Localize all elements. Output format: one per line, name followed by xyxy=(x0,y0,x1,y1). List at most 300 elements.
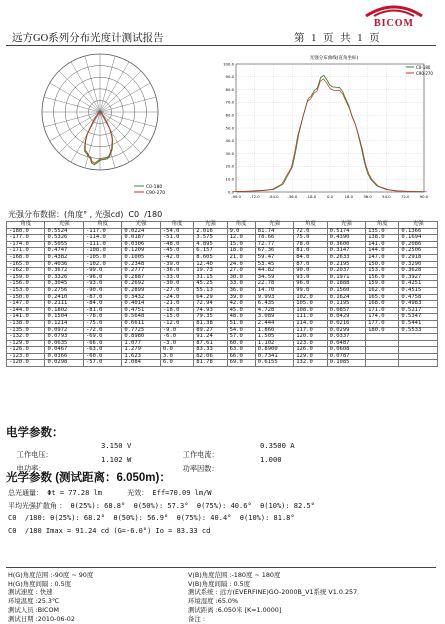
table-cell: 0.1209 xyxy=(122,248,160,255)
table-cell: 57.0 xyxy=(227,334,255,341)
table-cell xyxy=(399,353,438,360)
table-header-cell: 光强 xyxy=(45,222,83,229)
table-cell: -174.0 xyxy=(7,241,45,248)
table-cell: 0.3628 xyxy=(399,268,438,275)
table-cell: -180.0 xyxy=(7,228,45,235)
table-cell: 0.4983 xyxy=(399,301,438,308)
table-cell: 96.0 xyxy=(294,281,327,288)
table-cell: 36.0 xyxy=(227,287,255,294)
report-header xyxy=(6,30,436,44)
footer-remark: 备注 : xyxy=(188,614,205,623)
table-cell: -51.0 xyxy=(160,235,193,242)
table-cell: 0.5347 xyxy=(399,314,438,321)
table-row xyxy=(7,340,438,347)
table-cell xyxy=(366,334,399,341)
table-cell: 0.4515 xyxy=(399,287,438,294)
table-cell: 0.5326 xyxy=(45,235,83,242)
table-cell: 27.0 xyxy=(227,268,255,275)
table-cell: -99.0 xyxy=(83,268,121,275)
table-row xyxy=(7,320,438,327)
table-cell: 44.82 xyxy=(255,268,293,275)
table-cell: 15.0 xyxy=(227,241,255,248)
table-cell: 111.0 xyxy=(294,314,327,321)
table-cell: 0.5174 xyxy=(327,228,365,235)
table-cell: -156.0 xyxy=(7,281,45,288)
table-cell: 0.0467 xyxy=(45,347,83,354)
table-cell: 6.0 xyxy=(160,360,193,367)
table-cell: -129.0 xyxy=(7,340,45,347)
x-tick-label: -72.0 xyxy=(249,194,260,199)
table-header-cell: 光强 xyxy=(399,222,438,229)
table-row xyxy=(7,360,438,367)
table-cell: -15.0 xyxy=(160,314,193,321)
table-cell: 2.016 xyxy=(194,228,227,235)
table-cell: 54.0 xyxy=(227,327,255,334)
table-cell: 0.0429 xyxy=(327,314,365,321)
table-cell: 105.0 xyxy=(294,301,327,308)
table-cell: 0.4036 xyxy=(45,261,83,268)
table-cell: -33.0 xyxy=(160,274,193,281)
table-cell: 168.0 xyxy=(366,301,399,308)
brand-name: BICOM xyxy=(374,18,414,29)
footer-temperature: 环境温度 :25.3℃ xyxy=(8,597,60,606)
table-cell: 0.5217 xyxy=(399,307,438,314)
table-cell: 81.74 xyxy=(255,228,293,235)
table-cell: -63.0 xyxy=(83,347,121,354)
table-cell: -144.0 xyxy=(7,307,45,314)
table-cell: -102.0 xyxy=(83,261,121,268)
table-cell: 0.5055 xyxy=(45,241,83,248)
x-tick-label: 0.0 xyxy=(326,194,334,199)
table-cell: -9.0 xyxy=(160,327,193,334)
pf-value: 1.000 xyxy=(260,455,282,464)
table-cell: 0.2348 xyxy=(122,261,160,268)
table-header-cell: 角度 xyxy=(7,222,45,229)
table-cell: 0.3432 xyxy=(122,294,160,301)
table-cell: 31.15 xyxy=(194,274,227,281)
table-cell: 102.0 xyxy=(294,294,327,301)
table-cell: -132.0 xyxy=(7,334,45,341)
table-cell: 150.0 xyxy=(366,261,399,268)
table-cell: 2.444 xyxy=(255,320,293,327)
table-row xyxy=(7,327,438,334)
table-cell: 21.0 xyxy=(227,254,255,261)
polar-legend xyxy=(134,184,165,196)
table-cell: 63.0 xyxy=(227,347,255,354)
table-cell: 79.35 xyxy=(194,314,227,321)
table-cell: -162.0 xyxy=(7,268,45,275)
table-cell: -69.0 xyxy=(83,334,121,341)
table-header-cell: 光强 xyxy=(255,222,293,229)
table-cell: 123.0 xyxy=(294,340,327,347)
table-cell: 82.06 xyxy=(194,353,227,360)
table-cell: 0.2692 xyxy=(122,281,160,288)
table-cell: 132.0 xyxy=(294,360,327,367)
table-cell: -114.0 xyxy=(83,235,121,242)
table-cell: 34.59 xyxy=(255,274,293,281)
table-cell: 0.0972 xyxy=(45,327,83,334)
table-cell: 12.0 xyxy=(227,235,255,242)
table-cell: 0.3927 xyxy=(399,274,438,281)
table-cell: 30.0 xyxy=(227,274,255,281)
table-cell: 0.0487 xyxy=(327,340,365,347)
table-cell: -66.0 xyxy=(83,340,121,347)
table-cell: 0.8900 xyxy=(255,347,293,354)
table-cell: 78.0 xyxy=(294,241,327,248)
table-cell: 0.2918 xyxy=(399,254,438,261)
table-cell: -165.0 xyxy=(7,261,45,268)
table-cell: 69.0 xyxy=(227,360,255,367)
table-cell: 180.0 xyxy=(366,327,399,334)
beam-angle-row-1: 平均光强扩散角 ： θ(25%): 68.8° θ(50%): 57.3° θ(75%): 40.6° θ(10%): 82.5° xyxy=(8,502,315,510)
table-cell: 0.0187 xyxy=(122,235,160,242)
table-header-cell: 角度 xyxy=(83,222,121,229)
table-cell: 141.0 xyxy=(366,241,399,248)
table-cell: 0.2633 xyxy=(327,254,365,261)
table-cell: 48.0 xyxy=(227,314,255,321)
footer-h-range: H(G)角度范围 :-90度 ~ 90度 xyxy=(8,571,94,579)
table-cell: 6.157 xyxy=(194,248,227,255)
table-cell: -90.0 xyxy=(83,287,121,294)
table-cell: 55.13 xyxy=(194,287,227,294)
report-title: 远方GO系列分布光度计测试报告 xyxy=(12,33,164,44)
table-cell: 0.4251 xyxy=(399,281,438,288)
table-cell: 12.40 xyxy=(194,261,227,268)
table-cell: 0.2037 xyxy=(327,268,365,275)
y-tick-label: 80.0 xyxy=(225,86,234,92)
polar-series-c90 xyxy=(85,112,112,163)
table-cell: 72.94 xyxy=(194,301,227,308)
table-cell: 114.0 xyxy=(294,320,327,327)
table-header-cell: 角度 xyxy=(160,222,193,229)
table-cell: 93.0 xyxy=(294,274,327,281)
table-cell: -75.0 xyxy=(83,320,121,327)
table-row xyxy=(7,334,438,341)
table-cell: 0.1214 xyxy=(45,320,83,327)
table-cell: 53.45 xyxy=(255,261,293,268)
table-cell: -141.0 xyxy=(7,314,45,321)
table-cell: 91.24 xyxy=(194,334,227,341)
table-cell: 75.0 xyxy=(294,235,327,242)
table-cell: 0.0635 xyxy=(45,340,83,347)
table-cell: 64.29 xyxy=(194,294,227,301)
table-cell: -108.0 xyxy=(83,248,121,255)
linear-intensity-chart xyxy=(216,50,438,206)
table-cell: -24.0 xyxy=(160,294,193,301)
table-cell: 4.895 xyxy=(194,241,227,248)
y-tick-label: 40.0 xyxy=(225,138,234,144)
table-cell: -87.0 xyxy=(83,294,121,301)
x-tick-label: -90.0 xyxy=(231,194,241,199)
table-cell: -168.0 xyxy=(7,254,45,261)
table-cell: 0.0793 xyxy=(45,334,83,341)
table-cell: 0.3600 xyxy=(327,241,365,248)
table-caption: 光强分布数据：(角度° , 光强cd) C0 /180 xyxy=(8,210,163,219)
x-tick-label: -54.0 xyxy=(268,194,279,199)
linear-legend-c90: C90-270 xyxy=(416,71,433,76)
table-cell: 45.0 xyxy=(227,307,255,314)
table-header-cell: 光强 xyxy=(194,222,227,229)
table-cell: 117.0 xyxy=(294,327,327,334)
table-cell xyxy=(366,360,399,367)
x-tick-label: -36.0 xyxy=(287,194,298,199)
table-cell: 0.1504 xyxy=(45,314,83,321)
table-cell: 0.1005 xyxy=(122,254,160,261)
table-cell: 51.0 xyxy=(227,320,255,327)
table-cell: 1.279 xyxy=(122,347,160,354)
table-cell: -150.0 xyxy=(7,294,45,301)
table-cell: 3.089 xyxy=(255,314,293,321)
table-cell: -60.0 xyxy=(83,353,121,360)
table-cell: -96.0 xyxy=(83,274,121,281)
footer-system: 测试系统 : 远方(EVERFINE)GO-2000B_V1系统 V1.0.257 xyxy=(188,588,358,597)
table-cell: -57.0 xyxy=(83,360,121,367)
table-cell: -39.0 xyxy=(160,261,193,268)
table-row xyxy=(7,353,438,360)
linear-chart-title: 光强分布曲线(直角坐标) xyxy=(309,56,359,61)
intensity-data-table xyxy=(6,221,438,367)
x-tick-label: 18.0 xyxy=(344,194,354,199)
table-cell: 89.27 xyxy=(194,327,227,334)
table-cell: 0.1888 xyxy=(327,281,365,288)
y-tick-label: 30.0 xyxy=(225,150,234,156)
table-cell: 0.5648 xyxy=(122,314,160,321)
table-cell: 0.1624 xyxy=(327,294,365,301)
table-cell: 177.0 xyxy=(366,320,399,327)
table-cell: 84.0 xyxy=(294,254,327,261)
table-cell: 0.2506 xyxy=(399,248,438,255)
table-header-cell: 角度 xyxy=(366,222,399,229)
table-cell: 87.61 xyxy=(194,340,227,347)
table-cell: 108.0 xyxy=(294,307,327,314)
x-tick-label: 72.0 xyxy=(400,194,410,199)
table-cell: 45.25 xyxy=(194,281,227,288)
table-cell: 0.0787 xyxy=(327,353,365,360)
table-cell: -54.0 xyxy=(160,228,193,235)
linear-chart-legend xyxy=(406,65,433,76)
table-cell: 0.1802 xyxy=(45,307,83,314)
table-cell: -78.0 xyxy=(83,314,121,321)
table-cell: -111.0 xyxy=(83,241,121,248)
current-value: 0.3500 A xyxy=(260,441,295,450)
table-cell: 39.0 xyxy=(227,294,255,301)
y-tick-label: 0.0 xyxy=(227,189,234,195)
table-cell: 0.3290 xyxy=(399,261,438,268)
table-cell: 19.73 xyxy=(194,268,227,275)
table-cell: 0.7341 xyxy=(255,353,293,360)
table-cell: 0.3147 xyxy=(327,248,365,255)
table-cell: -3.0 xyxy=(160,340,193,347)
table-cell: 0.4758 xyxy=(399,294,438,301)
linear-legend-c0: C0-180 xyxy=(416,65,431,70)
header-divider xyxy=(6,45,436,46)
table-cell: 0.0299 xyxy=(327,327,365,334)
table-cell: 74.93 xyxy=(194,307,227,314)
table-cell: 0.3672 xyxy=(45,268,83,275)
power-label: 电功率： xyxy=(16,464,46,473)
table-cell: 165.0 xyxy=(366,294,399,301)
table-cell: 174.0 xyxy=(366,314,399,321)
table-cell: 0.3045 xyxy=(45,281,83,288)
y-tick-label: 90.0 xyxy=(225,74,234,80)
table-cell: -177.0 xyxy=(7,235,45,242)
table-cell: 0.3326 xyxy=(45,274,83,281)
table-cell: 60.0 xyxy=(227,340,255,347)
beam-angle-row-2: C0 /180: θ(25%): 68.2° θ(50%): 56.9° θ(75%): 40.4° θ(10%): 81.8° xyxy=(8,514,295,522)
footer-left xyxy=(8,571,93,623)
table-cell: 0.8980 xyxy=(122,334,160,341)
table-cell: 0.0306 xyxy=(122,241,160,248)
table-cell: 9.993 xyxy=(255,294,293,301)
footer-date: 测试日期 :2010-06-02 xyxy=(8,614,75,623)
footer-speed: 测试速度 : 快速 xyxy=(8,588,53,597)
table-cell: 2.084 xyxy=(122,360,160,367)
table-cell: 9.0 xyxy=(227,228,255,235)
footer-v-range: V(B)角度范围 :-180度 ~ 180度 xyxy=(188,571,281,579)
footer-humidity: 环境湿度 :65.0% xyxy=(188,597,239,606)
y-tick-label: 100.0 xyxy=(223,61,234,67)
table-cell: -135.0 xyxy=(7,327,45,334)
table-cell: 153.0 xyxy=(366,268,399,275)
table-cell: -123.0 xyxy=(7,353,45,360)
table-cell: 0.2899 xyxy=(122,287,160,294)
table-cell: 1.505 xyxy=(255,334,293,341)
table-cell xyxy=(366,340,399,347)
bicom-logo-mark xyxy=(364,4,424,18)
y-tick-label: 20.0 xyxy=(225,163,234,169)
table-cell: 0.0 xyxy=(160,347,193,354)
table-cell: -147.0 xyxy=(7,301,45,308)
y-tick-label: 60.0 xyxy=(225,112,234,118)
table-cell: 67.36 xyxy=(255,248,293,255)
table-cell: -42.0 xyxy=(160,254,193,261)
table-cell: -171.0 xyxy=(7,248,45,255)
footer-operator: 测试人员 :BICOM xyxy=(8,605,60,614)
table-cell: 1.623 xyxy=(122,353,160,360)
table-cell: -93.0 xyxy=(83,281,121,288)
table-cell: 42.0 xyxy=(227,301,255,308)
table-cell: 0.5441 xyxy=(399,320,438,327)
table-cell: 81.78 xyxy=(194,360,227,367)
table-cell: 14.70 xyxy=(255,287,293,294)
voltage-value: 3.150 V xyxy=(101,441,132,450)
table-cell xyxy=(399,334,438,341)
table-cell: 99.0 xyxy=(294,287,327,294)
table-cell: 3.0 xyxy=(160,353,193,360)
table-cell xyxy=(399,340,438,347)
table-cell: 0.0857 xyxy=(327,307,365,314)
table-header-cell: 光强 xyxy=(122,222,160,229)
table-cell: -117.0 xyxy=(83,228,121,235)
table-cell: 1.077 xyxy=(122,340,160,347)
table-cell: 24.0 xyxy=(227,261,255,268)
table-cell: 3.575 xyxy=(194,235,227,242)
table-cell: -6.0 xyxy=(160,334,193,341)
polar-intensity-chart xyxy=(12,50,198,204)
polar-legend-c90: C90-270 xyxy=(146,191,166,196)
table-header-cell: 角度 xyxy=(227,222,255,229)
table-cell: 33.0 xyxy=(227,281,255,288)
table-cell: 171.0 xyxy=(366,307,399,314)
table-cell: 0.0224 xyxy=(122,228,160,235)
table-cell: 87.0 xyxy=(294,261,327,268)
table-cell: 0.2111 xyxy=(45,301,83,308)
table-cell: 129.0 xyxy=(294,353,327,360)
table-cell xyxy=(399,360,438,367)
footer-divider xyxy=(6,567,436,568)
table-cell: 0.4390 xyxy=(327,235,365,242)
table-cell: 0.1195 xyxy=(327,301,365,308)
table-cell: -81.0 xyxy=(83,307,121,314)
table-cell: -105.0 xyxy=(83,254,121,261)
table-cell: -120.0 xyxy=(7,360,45,367)
table-cell: 0.4382 xyxy=(45,254,83,261)
electrical-heading: 电学参数： xyxy=(6,427,64,439)
x-tick-label: 54.0 xyxy=(382,194,391,199)
table-cell: 81.38 xyxy=(194,320,227,327)
table-cell: 156.0 xyxy=(366,274,399,281)
y-tick-label: 50.0 xyxy=(225,125,234,131)
table-cell: 0.0337 xyxy=(327,334,365,341)
page-indicator: 第 1 页 共 1 页 xyxy=(294,33,380,44)
table-cell: 66.0 xyxy=(227,353,255,360)
table-cell: 0.0216 xyxy=(327,320,365,327)
table-cell: 0.2410 xyxy=(45,294,83,301)
table-cell: -72.0 xyxy=(83,327,121,334)
table-cell: 0.4751 xyxy=(122,307,160,314)
table-cell: -84.0 xyxy=(83,301,121,308)
table-cell: -30.0 xyxy=(160,281,193,288)
table-cell: 72.77 xyxy=(255,241,293,248)
table-cell: -159.0 xyxy=(7,274,45,281)
polar-grid xyxy=(42,54,158,170)
table-cell xyxy=(366,353,399,360)
table-cell: -27.0 xyxy=(160,287,193,294)
table-cell: 83.33 xyxy=(194,347,227,354)
table-cell: 147.0 xyxy=(366,254,399,261)
table-cell: 0.5533 xyxy=(399,327,438,334)
x-tick-label: 36.0 xyxy=(363,194,372,199)
table-header-cell: 角度 xyxy=(294,222,327,229)
table-body xyxy=(7,228,438,366)
table-cell: 0.1366 xyxy=(399,228,438,235)
footer-distance: 测试距离 :6.050米 [K=1.0000] xyxy=(188,605,282,614)
table-cell: 0.1694 xyxy=(399,235,438,242)
footer-v-step: V(B)角度间隔 : 0.5度 xyxy=(188,579,251,588)
table-cell: 0.2756 xyxy=(45,287,83,294)
y-tick-label: 70.0 xyxy=(225,99,234,105)
table-cell: 18.0 xyxy=(227,248,255,255)
table-cell: 0.2195 xyxy=(327,261,365,268)
footer-right xyxy=(188,571,357,623)
table-cell: 0.1085 xyxy=(327,360,365,367)
table-cell: 0.0298 xyxy=(45,360,83,367)
table-cell: 72.0 xyxy=(294,228,327,235)
table-cell: 138.0 xyxy=(366,235,399,242)
power-value: 1.102 W xyxy=(101,455,132,464)
table-cell: 0.2777 xyxy=(122,268,160,275)
table-cell: 1.102 xyxy=(255,340,293,347)
table-cell: 0.7725 xyxy=(122,327,160,334)
x-tick-label: -18.0 xyxy=(306,194,317,199)
imax-line: C0 /180 Imax = 91.24 cd (G=-6.0°) Io = 83.33 cd xyxy=(8,527,211,535)
flux-line: 总光通量： Φt = 77.28 lm 光效： Eff=70.09 lm/W xyxy=(8,489,212,497)
table-cell: 78.66 xyxy=(255,235,293,242)
table-cell: 0.0366 xyxy=(45,353,83,360)
table-cell: 6.435 xyxy=(255,301,293,308)
table-cell: -126.0 xyxy=(7,347,45,354)
table-cell: 0.4014 xyxy=(122,301,160,308)
